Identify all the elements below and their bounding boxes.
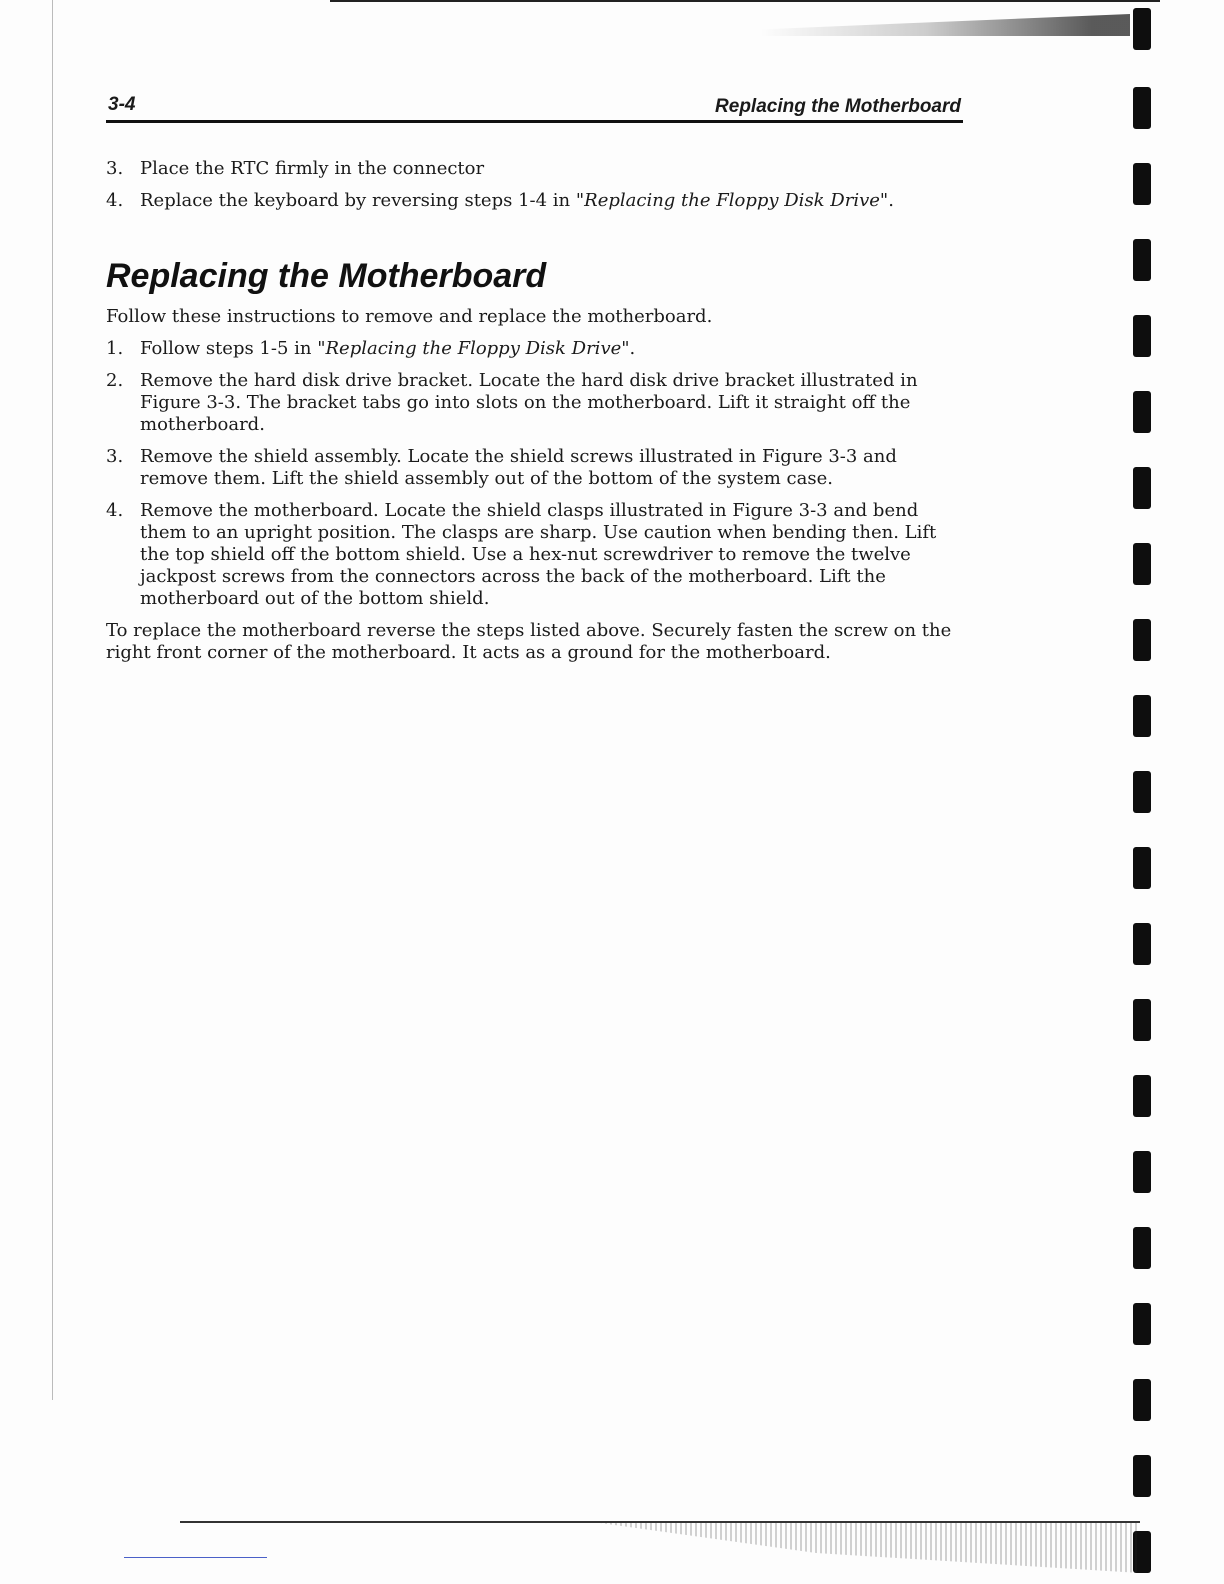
step-text-before: Follow steps 1-5 in " <box>140 338 326 359</box>
step-text-after: ". <box>879 190 894 211</box>
punch-hole <box>1133 1075 1151 1117</box>
step-number: 1. <box>106 338 124 359</box>
scan-artifact-bottom-speckle <box>600 1523 1140 1573</box>
page-content <box>106 158 966 674</box>
punch-hole <box>1133 239 1151 281</box>
scan-artifact-top-line <box>330 0 1160 2</box>
step-text-after: ". <box>621 338 636 359</box>
step-text: Place the RTC firmly in the connector <box>140 158 485 179</box>
punch-hole <box>1133 1455 1151 1497</box>
binding-punch-marks <box>1133 0 1153 1584</box>
scan-artifact-bottom-line <box>180 1521 1140 1523</box>
list-item <box>106 190 966 212</box>
punch-hole <box>1133 467 1151 509</box>
punch-hole <box>1133 1379 1151 1421</box>
section-intro: Follow these instructions to remove and replace the motherboard. <box>106 306 713 327</box>
scan-artifact-left-edge <box>52 0 53 1400</box>
scan-artifact-bottom-underline <box>124 1557 267 1558</box>
closing-paragraph: To replace the motherboard reverse the steps listed above. Securely fasten the screw on the right front corner of the motherboard. It acts as a ground for the motherboard. <box>106 620 952 663</box>
list-item <box>106 446 966 490</box>
punch-hole <box>1133 391 1151 433</box>
step-text: Remove the shield assembly. Locate the shield screws illustrated in Figure 3-3 and remove them. Lift the shield assembly out of the bottom of the system case. <box>140 446 897 489</box>
step-text: Remove the motherboard. Locate the shield clasps illustrated in Figure 3-3 and bend them to an upright position. The clasps are sharp. Use caution when bending then. Lift the top shield off the bottom shield. Use a hex-nut screwdriver to remove the twelve jackpost screws from the connectors across the back of the motherboard. Lift the motherboard out of the bottom shield. <box>140 500 937 609</box>
running-title: Replacing the Motherboard <box>715 96 961 117</box>
list-item <box>106 500 966 610</box>
punch-hole <box>1133 315 1151 357</box>
page-number: 3-4 <box>108 94 136 115</box>
procedure-steps-list <box>106 338 966 610</box>
punch-hole <box>1133 847 1151 889</box>
cross-reference: Replacing the Floppy Disk Drive <box>584 190 880 211</box>
punch-hole <box>1133 619 1151 661</box>
punch-hole <box>1133 1151 1151 1193</box>
punch-hole <box>1133 695 1151 737</box>
step-number: 2. <box>106 370 124 391</box>
punch-hole <box>1133 1303 1151 1345</box>
step-number: 3. <box>106 446 124 467</box>
step-text <box>140 338 966 360</box>
punch-hole <box>1133 87 1151 129</box>
punch-hole <box>1133 1227 1151 1269</box>
step-text <box>140 190 966 212</box>
page-header <box>106 92 963 123</box>
list-item <box>106 370 966 436</box>
punch-hole <box>1133 771 1151 813</box>
continued-steps-list <box>106 158 966 212</box>
list-item <box>106 158 966 180</box>
list-item <box>106 338 966 360</box>
step-text-before: Replace the keyboard by reversing steps 1-4 in " <box>140 190 585 211</box>
step-number: 4. <box>106 190 124 211</box>
punch-hole <box>1133 163 1151 205</box>
punch-hole <box>1133 923 1151 965</box>
scan-artifact-top-speckle <box>760 14 1130 36</box>
punch-hole <box>1133 999 1151 1041</box>
punch-hole <box>1133 8 1151 50</box>
step-number: 4. <box>106 500 124 521</box>
cross-reference: Replacing the Floppy Disk Drive <box>325 338 622 359</box>
step-number: 3. <box>106 158 124 179</box>
step-text: Remove the hard disk drive bracket. Locate the hard disk drive bracket illustrated in Figure 3-3. The bracket tabs go into slots on the motherboard. Lift it straight off the motherboard. <box>140 370 918 435</box>
section-heading: Replacing the Motherboard <box>106 257 547 295</box>
punch-hole <box>1133 543 1151 585</box>
